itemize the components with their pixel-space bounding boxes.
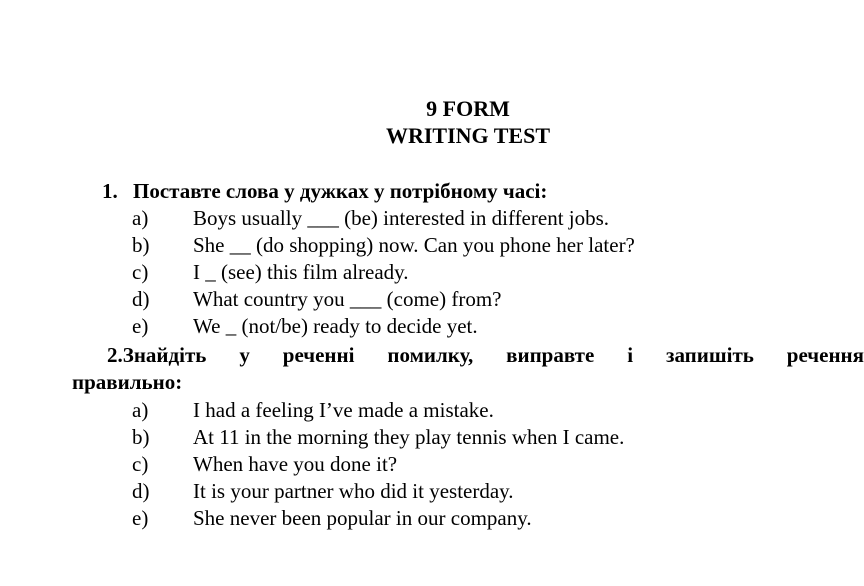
task2-word: 2.Знайдіть	[107, 343, 207, 367]
task2-word: помилку,	[387, 343, 474, 367]
task1-item-text: Boys usually ___ (be) interested in different jobs.	[193, 206, 610, 230]
task2-instruction-line1	[107, 342, 864, 368]
task2-item-text: At 11 in the morning they play tennis when I came.	[193, 425, 625, 449]
task1-item-text: What country you ___ (come) from?	[193, 287, 502, 311]
task2-item-letter: e)	[132, 506, 149, 530]
task2-item-text: She never been popular in our company.	[193, 506, 532, 530]
task1-number: 1.	[102, 179, 118, 203]
task2-item-letter: c)	[132, 452, 149, 476]
task1-item-letter: b)	[132, 233, 150, 257]
task2-word: і	[627, 343, 634, 367]
task2-item-letter: b)	[132, 425, 150, 449]
test-title: WRITING TEST	[385, 123, 551, 148]
task2-item-text: It is your partner who did it yesterday.	[193, 479, 514, 503]
task2-item-text: When have you done it?	[193, 452, 398, 476]
task2-item-letter: d)	[132, 479, 150, 503]
task2-word: реченні	[282, 343, 355, 367]
task1-item-text: We _ (not/be) ready to decide yet.	[193, 314, 478, 338]
task2-word: виправте	[506, 343, 595, 367]
task2-item-text: I had a feeling I’ve made a mistake.	[193, 398, 494, 422]
task1-item-text: She __ (do shopping) now. Can you phone her later?	[193, 233, 635, 257]
task2-word: у	[239, 343, 250, 367]
task2-instruction-line2: правильно:	[72, 370, 183, 394]
task1-item-letter: e)	[132, 314, 149, 338]
form-title: 9 FORM	[426, 96, 510, 121]
task2-word: запишіть	[666, 343, 754, 367]
task2-item-letter: a)	[132, 398, 149, 422]
task1-item-letter: d)	[132, 287, 150, 311]
task2-word: речення	[786, 343, 864, 367]
task1-item-letter: a)	[132, 206, 149, 230]
task1-item-letter: c)	[132, 260, 149, 284]
task1-item-text: I _ (see) this film already.	[193, 260, 409, 284]
task1-instruction: Поставте слова у дужках у потрібному часі:	[133, 179, 548, 203]
